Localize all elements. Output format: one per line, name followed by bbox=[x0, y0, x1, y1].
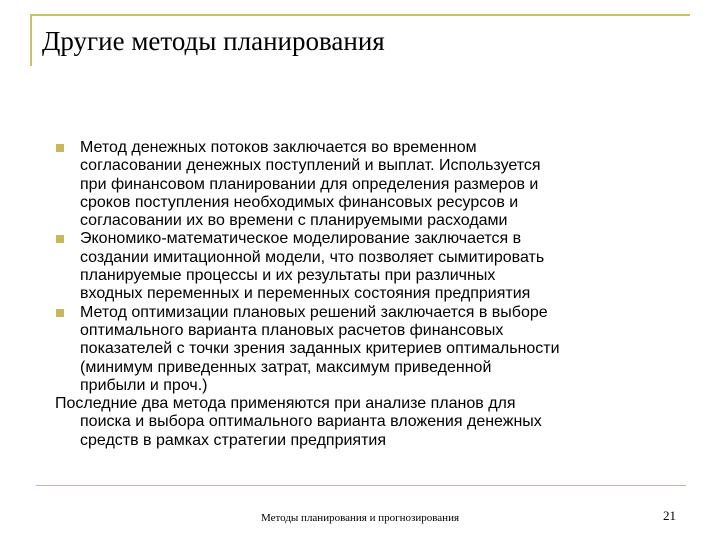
bullet-line: планируемые процессы и их результаты при различных bbox=[80, 267, 496, 285]
closing-line: средств в рамках стратегии предприятия bbox=[80, 431, 387, 449]
bullet-line: прибыли и проч.) bbox=[80, 376, 208, 394]
bullet-line: создании имитационной модели, что позволяет сымитировать bbox=[80, 248, 545, 266]
footer-divider bbox=[36, 485, 686, 486]
bullet-line: Экономико-математическое моделирование заключается в bbox=[80, 230, 522, 248]
square-bullet-icon bbox=[56, 309, 64, 317]
bullet-line: согласовании их во времени с планируемыми расходами bbox=[80, 212, 508, 230]
title-frame-left-line bbox=[30, 14, 32, 66]
bullet-item-cash-flow bbox=[55, 139, 675, 230]
bullet-line: Метод оптимизации плановых решений заключается в выборе bbox=[80, 303, 548, 321]
square-bullet-icon bbox=[56, 235, 64, 243]
bullet-line: сроков поступления необходимых финансовых ресурсов и bbox=[80, 193, 519, 211]
bullet-line: показателей с точки зрения заданных критериев оптимальности bbox=[80, 340, 560, 358]
bullet-line: согласовании денежных поступлений и выплат. Используется bbox=[80, 157, 541, 175]
title-frame-top-line bbox=[30, 14, 690, 16]
bullet-line: входных переменных и переменных состояния предприятия bbox=[80, 285, 531, 303]
bullet-line: (минимум приведенных затрат, максимум приведенной bbox=[80, 358, 492, 376]
bullet-line: Метод денежных потоков заключается во временном bbox=[80, 139, 477, 156]
closing-paragraph bbox=[55, 395, 675, 450]
footer-caption: Методы планирования и прогнозирования bbox=[260, 512, 460, 524]
bullet-item-optimization bbox=[55, 304, 675, 395]
square-bullet-icon bbox=[56, 144, 64, 152]
closing-line: поиска и выбора оптимального варианта вложения денежных bbox=[80, 413, 542, 431]
slide-body bbox=[55, 139, 675, 450]
page-number: 21 bbox=[663, 508, 676, 523]
bullet-line: при финансовом планировании для определения размеров и bbox=[80, 175, 539, 193]
slide-title: Другие методы планирования bbox=[42, 26, 385, 56]
bullet-line: оптимального варианта плановых расчетов финансовых bbox=[80, 321, 504, 339]
closing-line: Последние два метода применяются при анализе планов для bbox=[55, 395, 516, 413]
bullet-item-modeling bbox=[55, 230, 675, 303]
